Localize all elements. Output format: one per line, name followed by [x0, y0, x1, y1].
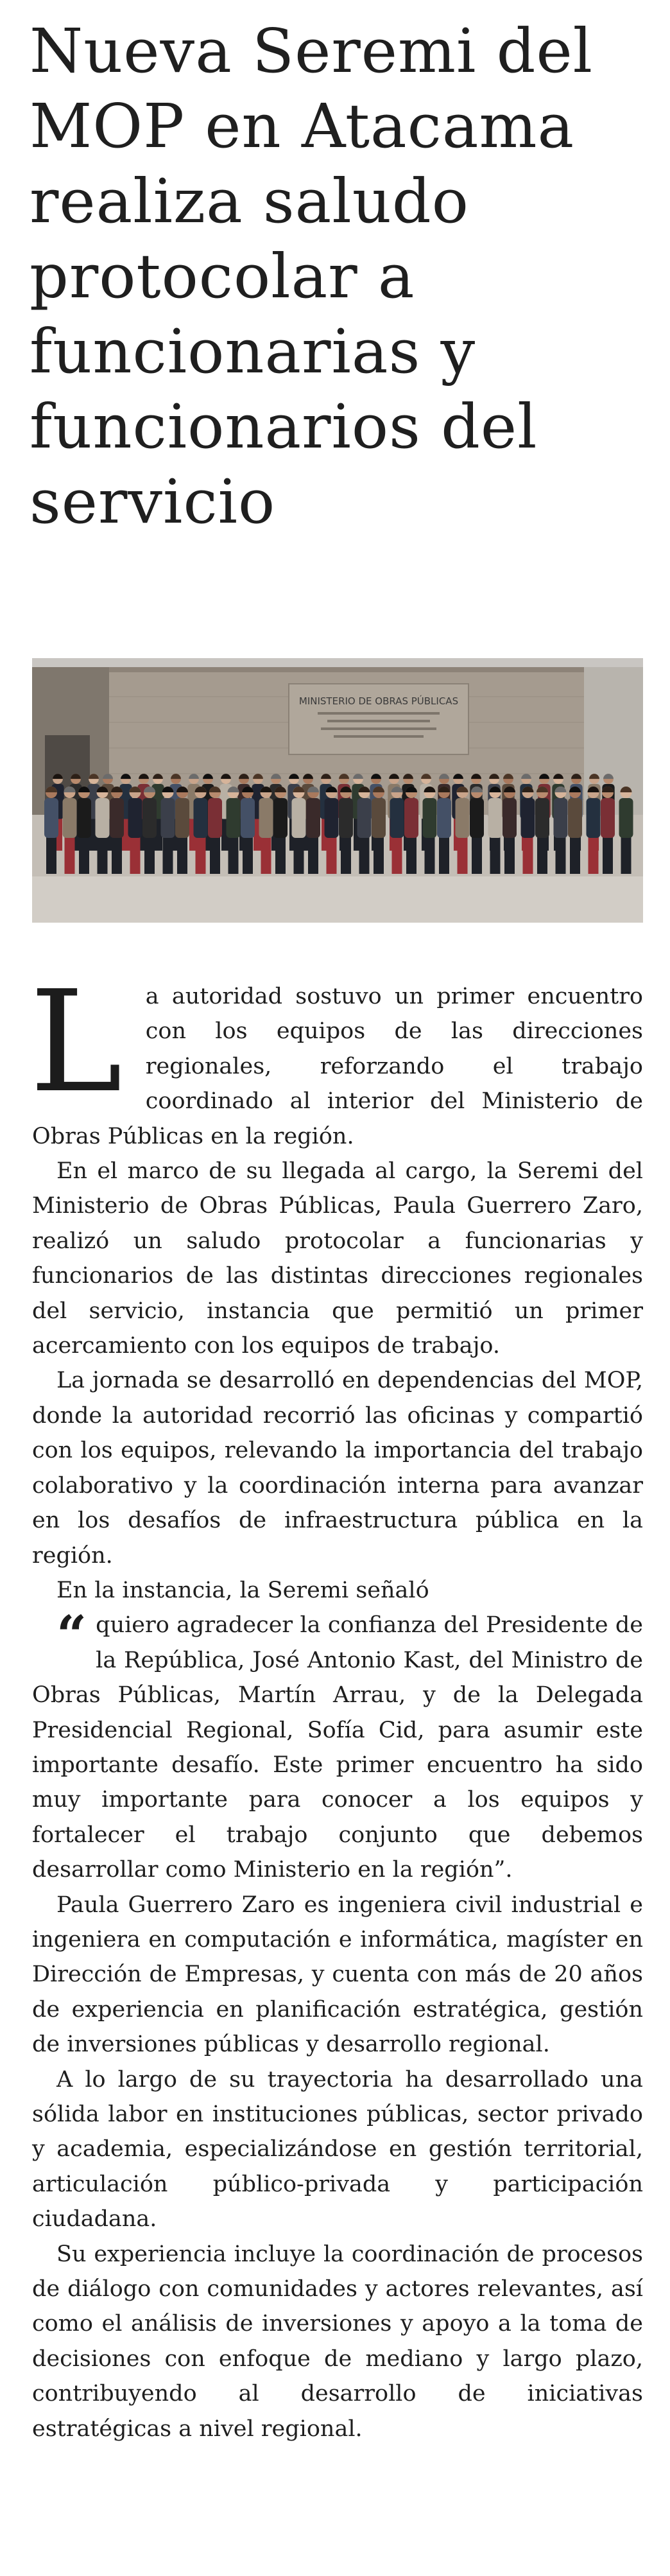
person-figure: [110, 787, 124, 874]
group-photo: [32, 658, 643, 923]
person-figure: [339, 787, 353, 874]
person-figure: [175, 787, 189, 874]
person-figure: [128, 787, 142, 874]
building-sign-text: MINISTERIO DE OBRAS PÚBLICAS: [298, 695, 459, 707]
person-figure: [208, 787, 222, 874]
person-figure: [456, 787, 470, 874]
paragraph: La jornada se desarrolló en dependencias del MOP, donde la autoridad recorrió las oficinas y compartió con los equipos, relevando la importancia del trabajo colaborativo y la coordinación interna para avanzar en los desafíos de infraestructura pública en la región.: [32, 1368, 643, 1569]
person-figure: [161, 787, 175, 874]
person-figure: [502, 787, 517, 874]
paragraph: Su experiencia incluye la coordinación de procesos de diálogo con comunidades y actores relevantes, así como el análisis de inversiones y apoyo a la toma de decisiones con enfoque de mediano y largo plazo, contribuyendo al desarrollo de iniciativas estratégicas a nivel regional.: [32, 2241, 643, 2442]
person-figure: [292, 787, 306, 874]
person-figure: [404, 787, 418, 874]
person-figure: [273, 787, 288, 874]
person-figure: [227, 787, 241, 874]
person-figure: [619, 787, 633, 874]
person-figure: [77, 787, 91, 874]
quote-mark: “: [56, 1605, 87, 1667]
quote-paragraph: quiero agradecer la confianza del Presidente de la República, José Antonio Kast, del Ministro de Obras Públicas, Martín Arrau, y de la Delegada Presidencial Regional, Sofía Cid, para asumir este importante desafío. Este primer encuentro ha sido muy importante para conocer a los equipos y fortalecer el trabajo conjunto que debemos desarrollar como Ministerio en la región”.: [32, 1612, 643, 1883]
person-figure: [488, 787, 502, 874]
person-figure: [96, 787, 110, 874]
drop-cap: L: [30, 961, 123, 1124]
person-figure: [357, 787, 372, 874]
paragraph: En la instancia, la Seremi señaló: [56, 1577, 429, 1603]
paragraph: Paula Guerrero Zaro es ingeniera civil industrial e ingeniera en computación e informática, magíster en Dirección de Empresas, y cuenta con más de 20 años de experiencia en planificación estratégica, gestión de inversiones públicas y desarrollo regional.: [32, 1892, 643, 2058]
person-figure: [241, 787, 255, 874]
person-figure: [372, 787, 386, 874]
person-figure: [601, 787, 615, 874]
person-figure: [142, 787, 157, 874]
person-figure: [521, 787, 535, 874]
article-body: [30, 961, 643, 2446]
person-figure: [535, 787, 549, 874]
person-figure: [306, 787, 320, 874]
headline: Nueva Seremi del MOP en Atacama realiza saludo protocolar a funcionarias y funcionarios del servicio: [30, 16, 594, 537]
person-figure: [259, 787, 273, 874]
person-figure: [325, 787, 339, 874]
paragraph: En el marco de su llegada al cargo, la Seremi del Ministerio de Obras Públicas, Paula Guerrero Zaro, realizó un saludo protocolar a funcionarias y funcionarios de las distintas direcciones regionales del servicio, instancia que permitió un primer acercamiento con los equipos de trabajo.: [32, 1158, 643, 1359]
person-figure: [63, 787, 77, 874]
paragraph: A lo largo de su trayectoria ha desarrollado una sólida labor en instituciones públicas, sector privado y academia, especializándose en gestión territorial, articulación público-privada y participación ciudadana.: [32, 2066, 643, 2232]
person-figure: [437, 787, 451, 874]
person-figure: [44, 787, 58, 874]
paragraph: a autoridad sostuvo un primer encuentro con los equipos de las direcciones regionales, reforzando el trabajo coordinado al interior del Ministerio de Obras Públicas en la región.: [32, 984, 643, 1149]
person-figure: [554, 787, 568, 874]
person-figure: [390, 787, 404, 874]
person-figure: [194, 787, 208, 874]
person-figure: [568, 787, 582, 874]
person-figure: [587, 787, 601, 874]
person-figure: [423, 787, 437, 874]
person-figure: [470, 787, 484, 874]
